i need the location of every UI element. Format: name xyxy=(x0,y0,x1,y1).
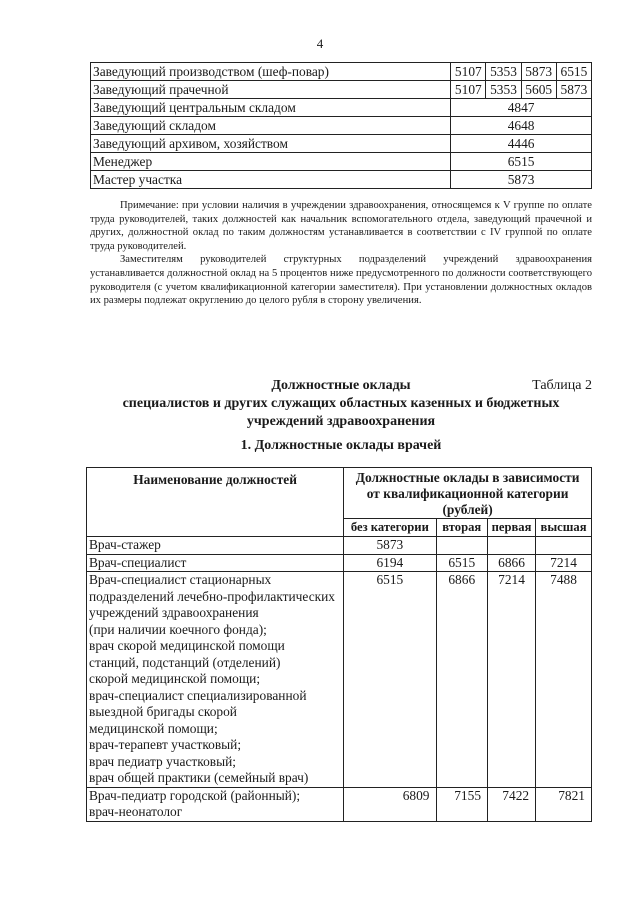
salary-value: 5107 xyxy=(451,81,486,99)
column-header-category: без категории xyxy=(344,519,436,537)
table-header-row xyxy=(87,468,592,519)
salary-value: 7422 xyxy=(488,787,536,821)
position-name xyxy=(87,537,344,555)
table-row xyxy=(87,787,592,821)
table-row xyxy=(91,153,592,171)
salary-value: 6515 xyxy=(436,554,488,572)
table-row xyxy=(91,63,592,81)
salary-value: 6866 xyxy=(488,554,536,572)
salary-value: 5605 xyxy=(521,81,556,99)
salary-value: 4446 xyxy=(451,135,592,153)
salary-value: 7155 xyxy=(436,787,488,821)
empty-cell xyxy=(536,537,592,555)
position-line: учреждений здравоохранения xyxy=(89,605,259,620)
table-row xyxy=(91,171,592,189)
salary-value: 6515 xyxy=(344,572,436,788)
table-row xyxy=(91,99,592,117)
position-line: врач-терапевт участковый; xyxy=(89,737,242,752)
table-row xyxy=(87,554,592,572)
table-row xyxy=(91,117,592,135)
salary-value: 7214 xyxy=(536,554,592,572)
heading-line: учреждений здравоохранения xyxy=(246,414,436,429)
position-name xyxy=(87,554,344,572)
salary-value: 5353 xyxy=(486,63,521,81)
salary-value: 6194 xyxy=(344,554,436,572)
column-header-category: вторая xyxy=(436,519,488,537)
position-line: (при наличии коечного фонда); xyxy=(89,621,267,637)
column-header-position: Наименование должностей xyxy=(87,468,344,537)
column-header-salaries xyxy=(344,468,592,519)
header-line: (рублей) xyxy=(442,502,493,517)
position-name: Заведующий складом xyxy=(91,117,451,135)
header-line: от квалификационной категории xyxy=(366,486,569,501)
page-number: 4 xyxy=(316,36,324,51)
position-name: Заведующий прачечной xyxy=(91,81,451,99)
position-name: Заведующий архивом, хозяйством xyxy=(91,135,451,153)
salary-value: 4847 xyxy=(451,99,592,117)
position-line: Врач-специалист xyxy=(89,554,187,570)
position-line: Врач-педиатр городской (районный); xyxy=(89,787,301,803)
note-paragraph: Примечание: при условии наличия в учреждении здравоохранения, относящемся к V группе по оплате труда руководителей, таких должностей как начальник вспомогательного отдела, заведующий прачечной и других, должностной оклад по таким должностям устанавливается в соответствии с IV группой по оплате труда руководителей. xyxy=(90,200,592,252)
position-line: врач-неонатолог xyxy=(89,804,183,819)
heading-line: специалистов и других служащих областных казенных и бюджетных xyxy=(122,396,560,411)
salary-value: 7488 xyxy=(536,572,592,788)
position-line: скорой медицинской помощи; xyxy=(89,671,261,686)
salary-value: 4648 xyxy=(451,117,592,135)
position-line: подразделений лечебно-профилактических xyxy=(89,588,335,604)
position-name xyxy=(87,787,344,821)
header-line: Должностные оклады в зависимости xyxy=(355,470,580,485)
salary-value: 5353 xyxy=(486,81,521,99)
position-name: Менеджер xyxy=(91,153,451,171)
position-name: Заведующий производством (шеф-повар) xyxy=(91,63,451,81)
position-line: выездной бригады скорой xyxy=(89,704,237,719)
salary-value: 7214 xyxy=(488,572,536,788)
position-name xyxy=(87,572,344,788)
position-line: Врач-стажер xyxy=(89,537,161,552)
salary-value: 5107 xyxy=(451,63,486,81)
salary-value: 5873 xyxy=(344,537,436,555)
salary-value: 5873 xyxy=(556,81,591,99)
doctors-salary-table xyxy=(86,467,592,822)
position-line: медицинской помощи; xyxy=(89,720,218,736)
position-name: Мастер участка xyxy=(91,171,451,189)
salary-value: 6809 xyxy=(344,787,436,821)
management-salary-table xyxy=(90,62,592,189)
position-line: Врач-специалист стационарных xyxy=(89,572,272,587)
empty-cell xyxy=(436,537,488,555)
column-header-category: высшая xyxy=(536,519,592,537)
position-line: станций, подстанций (отделений) xyxy=(89,654,281,670)
position-line: врач общей практики (семейный врач) xyxy=(89,770,309,785)
salary-value: 6515 xyxy=(556,63,591,81)
note-block xyxy=(90,199,592,308)
table-row xyxy=(91,81,592,99)
salary-value: 7821 xyxy=(536,787,592,821)
position-line: врач педиатр участковый; xyxy=(89,753,236,769)
position-name: Заведующий центральным складом xyxy=(91,99,451,117)
position-line: врач-специалист специализированной xyxy=(89,687,307,703)
salary-value: 5873 xyxy=(521,63,556,81)
salary-value: 6866 xyxy=(436,572,488,788)
heading-line: Должностные оклады xyxy=(271,378,411,393)
empty-cell xyxy=(488,537,536,555)
table-row xyxy=(87,537,592,555)
position-line: врач скорой медицинской помощи xyxy=(89,638,285,653)
column-header-category: первая xyxy=(488,519,536,537)
table-row xyxy=(91,135,592,153)
section-title: 1. Должностные оклады врачей xyxy=(240,438,442,453)
salary-value: 5873 xyxy=(451,171,592,189)
note-paragraph: Заместителям руководителей структурных подразделений учреждений здравоохранения устанавливается должностной оклад на 5 процентов ниже предусмотренного по должности соответствующего руководителя (с учетом квалификационной категории заместителя). При установлении должностных окладов их размеры подлежат округлению до целого рубля в сторону увеличения. xyxy=(90,254,592,307)
table-row xyxy=(87,572,592,788)
salary-value: 6515 xyxy=(451,153,592,171)
table-label: Таблица 2 xyxy=(532,378,592,393)
